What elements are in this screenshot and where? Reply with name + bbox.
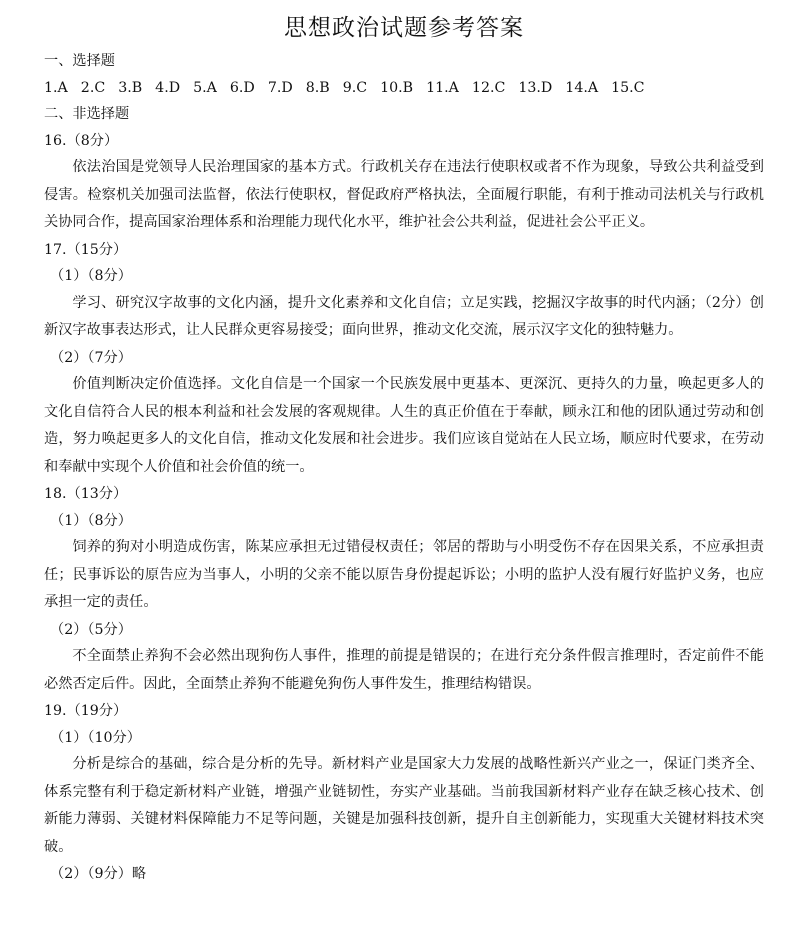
answer-item: 7.D bbox=[267, 79, 293, 96]
q18-part2-label: （2）（5分） bbox=[50, 621, 132, 638]
answer-item: 1.A bbox=[44, 79, 68, 96]
page-title: 思想政治试题参考答案 bbox=[284, 15, 524, 41]
answer-item: 14.A bbox=[565, 79, 599, 96]
answer-item: 10.B bbox=[380, 79, 414, 96]
q18-label: 18.（13分） bbox=[44, 486, 128, 502]
answer-item: 6.D bbox=[229, 79, 255, 96]
answer-item: 12.C bbox=[471, 79, 506, 96]
q17-part2-answer: 价值判断决定价值选择。文化自信是一个国家一个民族发展中更基本、更深沉、更持久的力量，唤起更多人的文化自信符合人民的根本利益和社会发展的客观规律。人生的真正价值在于奉献，顾永江和他的团队通过劳动和创造，努力唤起更多人的文化自信，推动文化发展和社会进步。我们应该自觉站在人民立场，顺应时代要求，在劳动和奉献中实现个人价值和社会价值的统一。 bbox=[44, 376, 764, 475]
q18-part1-label: （1）（8分） bbox=[50, 512, 132, 529]
q17-label: 17.（15分） bbox=[44, 241, 128, 258]
q19-part2-label: （2）（9分）略 bbox=[50, 866, 147, 882]
answer-item: 11.A bbox=[426, 79, 459, 96]
section-nonchoice-heading: 二、非选择题 bbox=[44, 106, 130, 122]
q18-part2-answer: 不全面禁止养狗不会必然出现狗伤人事件，推理的前提是错误的；在进行充分条件假言推理时，否定前件不能必然否定后件。因此，全面禁止养狗不能避免狗伤人事件发生，推理结构错误。 bbox=[44, 648, 764, 692]
q19-label: 19.（19分） bbox=[44, 703, 128, 719]
q17-part1-answer: 学习、研究汉字故事的文化内涵，提升文化素养和文化自信；立足实践，挖掘汉字故事的时代内涵；（2分）创新汉字故事表达形式，让人民群众更容易接受；面向世界，推动文化交流，展示汉字文化的独特魅力。 bbox=[44, 294, 764, 338]
q16-answer: 依法治国是党领导人民治理国家的基本方式。行政机关存在违法行使职权或者不作为现象，导致公共利益受到侵害。检察机关加强司法监督，依法行使职权，督促政府严格执法，全面履行职能，有利于推动司法机关与行政机关协同合作，提高国家治理体系和治理能力现代化水平，维护社会公共利益，促进社会公平正义。 bbox=[44, 159, 764, 230]
answer-item: 5.A bbox=[193, 79, 217, 96]
q19-part1-answer: 分析是综合的基础，综合是分析的先导。新材料产业是国家大力发展的战略性新兴产业之一，保证门类齐全、体系完整有利于稳定新材料产业链，增强产业链韧性，夯实产业基础。当前我国新材料产业存在缺乏核心技术、创新能力薄弱、关键材料保障能力不足等问题，关键是加强科技创新，提升自主创新能力，实现重大关键材料技术突破。 bbox=[44, 756, 764, 855]
answer-item: 13.D bbox=[518, 79, 553, 96]
section-choice-heading: 一、选择题 bbox=[44, 53, 115, 69]
answer-item: 8.B bbox=[305, 79, 330, 96]
answer-item: 4.D bbox=[155, 79, 181, 96]
choice-answers-row bbox=[44, 75, 764, 102]
q17-part1-label: （1）（8分） bbox=[50, 268, 132, 284]
q16-label: 16.（8分） bbox=[44, 132, 119, 149]
q19-part1-label: （1）（10分） bbox=[50, 729, 141, 746]
answer-item: 9.C bbox=[342, 79, 368, 96]
answer-item: 2.C bbox=[80, 79, 106, 96]
answer-item: 15.C bbox=[611, 79, 645, 96]
answer-item: 3.B bbox=[118, 79, 143, 96]
q18-part1-answer: 饲养的狗对小明造成伤害，陈某应承担无过错侵权责任；邻居的帮助与小明受伤不存在因果关系，不应承担责任；民事诉讼的原告应为当事人，小明的父亲不能以原告身份提起诉讼；小明的监护人没有履行好监护义务，也应承担一定的责任。 bbox=[44, 539, 764, 610]
q17-part2-label: （2）（7分） bbox=[50, 349, 132, 366]
